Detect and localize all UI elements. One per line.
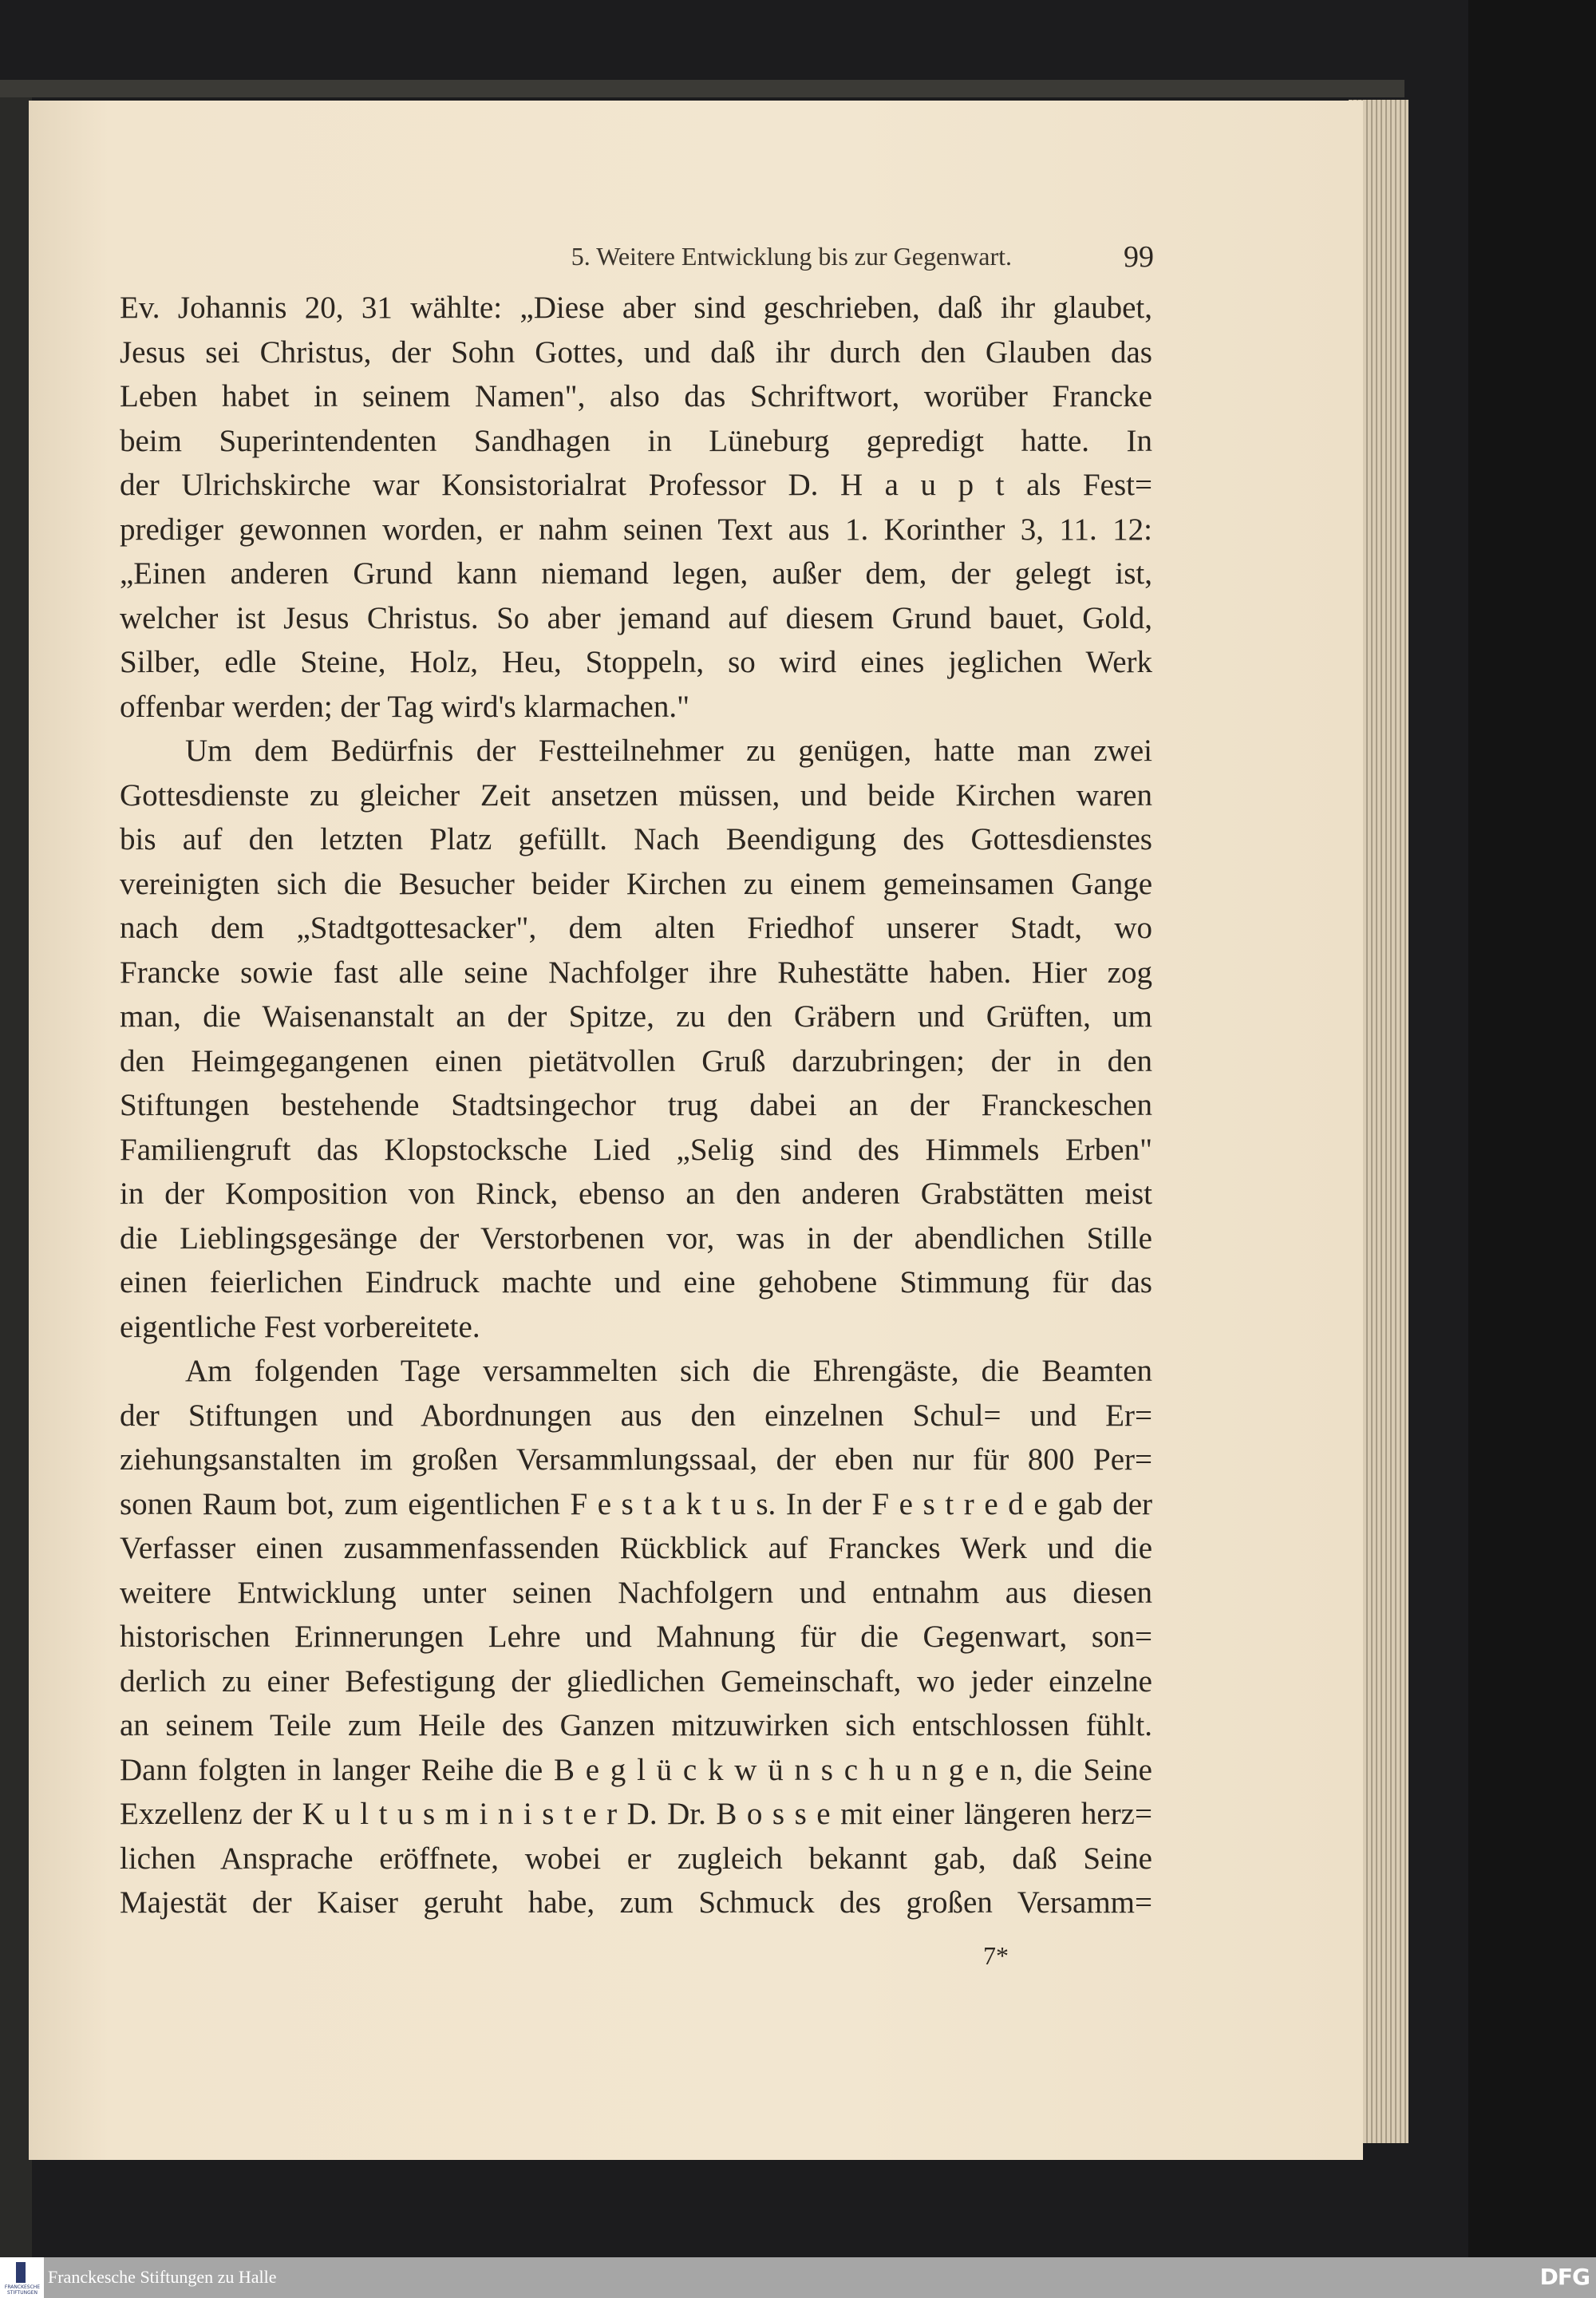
text-line: Ev. Johannis 20, 31 wählte: „Diese aber sind geschrieben, daß ihr glaubet,: [120, 291, 1152, 325]
page-number: 99: [1124, 240, 1154, 274]
text-line: beim Superintendenten Sandhagen in Lüneburg gepredigt hatte. In: [120, 423, 1152, 458]
tower-icon: [16, 2262, 26, 2283]
text-line: weitere Entwicklung unter seinen Nachfolgern und entnahm aus diesen: [120, 1575, 1152, 1610]
text-line: bis auf den letzten Platz gefüllt. Nach Beendigung des Gottesdienstes: [120, 822, 1152, 856]
book-spine-edge: [0, 80, 32, 2257]
text-line: lichen Ansprache eröffnete, wobei er zugleich bekannt gab, daß Seine: [120, 1841, 1152, 1876]
running-title: 5. Weitere Entwicklung bis zur Gegenwart.: [571, 242, 1012, 271]
text-line: offenbar werden; der Tag wird's klarmachen.": [120, 689, 689, 724]
logo-text: FRANCKESCHE STIFTUNGEN: [4, 2284, 41, 2296]
text-line: Leben habet in seinem Namen", also das Schriftwort, worüber Francke: [120, 379, 1152, 413]
footer-bar: [0, 2257, 1596, 2298]
book-top-edge: [0, 80, 1404, 97]
dfg-logo[interactable]: DFG: [1539, 2264, 1590, 2290]
text-line: derlich zu einer Befestigung der gliedlichen Gemeinschaft, wo jeder einzelne: [120, 1663, 1152, 1699]
text-line: Familiengruft das Klopstocksche Lied „Selig sind des Himmels Erben": [120, 1132, 1152, 1167]
text-line: eigentliche Fest vorbereitete.: [120, 1309, 480, 1344]
text-line: Silber, edle Steine, Holz, Heu, Stoppeln, so wird eines jeglichen Werk: [120, 645, 1152, 679]
body-text: [120, 286, 1152, 1925]
text-line: Um dem Bedürfnis der Festteilnehmer zu genügen, hatte man zwei: [185, 734, 1152, 768]
running-head: [0, 242, 1012, 271]
text-line: man, die Waisenanstalt an der Spitze, zu den Gräbern und Grüften, um: [120, 999, 1152, 1034]
text-line: Verfasser einen zusammenfassenden Rückblick auf Franckes Werk und die: [120, 1531, 1152, 1565]
text-line: der Ulrichskirche war Konsistorialrat Professor D. H a u p t als Fest=: [120, 468, 1152, 502]
text-line: sonen Raum bot, zum eigentlichen F e s t a k t u s. In der F e s t r e d e gab der: [120, 1486, 1152, 1521]
text-line: an seinem Teile zum Heile des Ganzen mitzuwirken sich entschlossen fühlt.: [120, 1708, 1152, 1742]
institution-name[interactable]: Franckesche Stiftungen zu Halle: [48, 2267, 277, 2287]
text-line: Gottesdienste zu gleicher Zeit ansetzen müssen, und beide Kirchen waren: [120, 777, 1152, 813]
text-line: Dann folgten in langer Reihe die B e g l ü c k w ü n s c h u n g e n, die Seine: [120, 1752, 1152, 1787]
text-line: „Einen anderen Grund kann niemand legen, außer dem, der gelegt ist,: [120, 556, 1152, 591]
text-line: prediger gewonnen worden, er nahm seinen Text aus 1. Korinther 3, 11. 12:: [120, 512, 1152, 547]
signature-mark: 7*: [983, 1941, 1009, 1970]
text-line: vereinigten sich die Besucher beider Kirchen zu einem gemeinsamen Gange: [120, 866, 1152, 901]
text-line: Stiftungen bestehende Stadtsingechor trug dabei an der Franckeschen: [120, 1088, 1152, 1122]
text-line: welcher ist Jesus Christus. So aber jemand auf diesem Grund bauet, Gold,: [120, 600, 1152, 635]
text-line: in der Komposition von Rinck, ebenso an den anderen Grabstätten meist: [120, 1177, 1152, 1211]
institution-logo[interactable]: [0, 2257, 44, 2298]
text-line: die Lieblingsgesänge der Verstorbenen vor, was in der abendlichen Stille: [120, 1220, 1152, 1256]
text-line: ziehungsanstalten im großen Versammlungssaal, der eben nur für 800 Per=: [120, 1442, 1152, 1477]
text-line: der Stiftungen und Abordnungen aus den einzelnen Schul= und Er=: [120, 1398, 1152, 1433]
text-line: nach dem „Stadtgottesacker", dem alten Friedhof unserer Stadt, wo: [120, 911, 1152, 945]
text-line: einen feierlichen Eindruck machte und eine gehobene Stimmung für das: [120, 1265, 1152, 1299]
text-line: Am folgenden Tage versammelten sich die Ehrengäste, die Beamten: [185, 1354, 1152, 1388]
text-line: historischen Erinnerungen Lehre und Mahnung für die Gegenwart, son=: [120, 1620, 1152, 1654]
text-line: Francke sowie fast alle seine Nachfolger ihre Ruhestätte haben. Hier zog: [120, 955, 1152, 990]
text-line: den Heimgegangenen einen pietätvollen Gruß darzubringen; der in den: [120, 1043, 1152, 1078]
text-line: Jesus sei Christus, der Sohn Gottes, und daß ihr durch den Glauben das: [120, 334, 1152, 370]
text-line: Exzellenz der K u l t u s m i n i s t e r D. Dr. B o s s e mit einer längeren herz=: [120, 1797, 1152, 1831]
text-line: Majestät der Kaiser geruht habe, zum Schmuck des großen Versamm=: [120, 1885, 1152, 1920]
